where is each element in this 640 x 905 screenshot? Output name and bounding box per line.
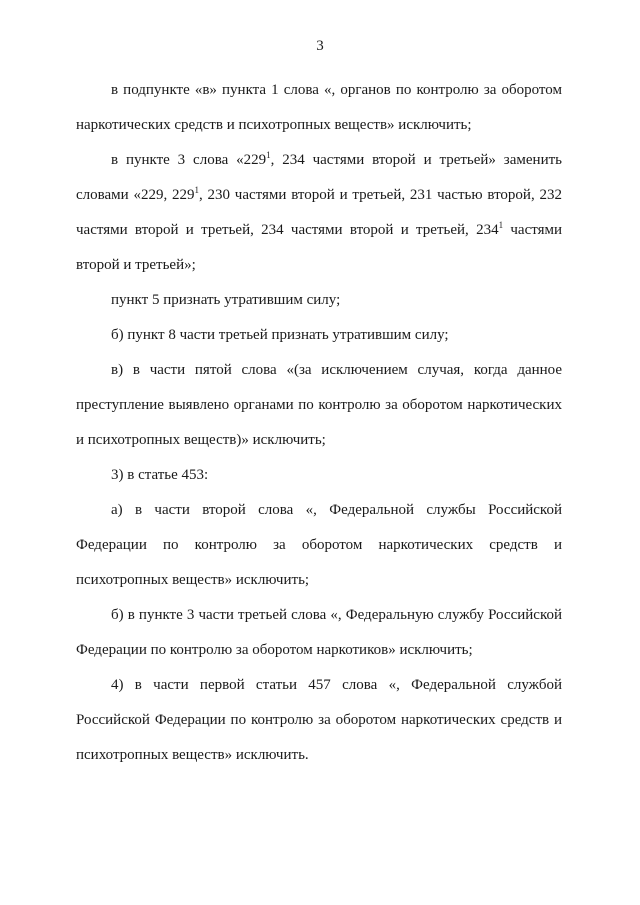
superscript: 1 [194,185,199,195]
paragraph-6: 3) в статье 453: [111,467,209,483]
paragraph-2-text-c: , 230 частями второй и третьей, 231 частью второй, 232 частями второй и третьей, 234 частями второй и третьей, 234 [76,187,562,238]
page-number: 3 [316,38,324,54]
superscript: 1 [498,220,504,230]
paragraph-5: в) в части пятой слова «(за исключением случая, когда данное преступление выявлено органами по контролю за оборотом наркотических и психотропных веществ)» исключить; [76,362,562,448]
paragraph-9: 4) в части первой статьи 457 слова «, Федеральной службой Российской Федерации по контролю за оборотом наркотических средств и психотропных веществ» исключить. [76,677,562,763]
paragraph-2-text-b: , 234 частями второй и третьей» заменить словами «229, 229 [76,152,562,203]
paragraph-2-text-a: в пункте 3 слова «229 [111,152,267,168]
paragraph-3: пункт 5 признать утратившим силу; [111,292,341,308]
paragraph-1: в подпункте «в» пункта 1 слова «, органов по контролю за оборотом наркотических средств и психотропных веществ» исключить; [76,82,562,133]
paragraph-2 [76,143,562,283]
paragraph-4: б) пункт 8 части третьей признать утратившим силу; [111,327,449,343]
document-body [76,73,562,773]
paragraph-7: а) в части второй слова «, Федеральной службы Российской Федерации по контролю за оборотом наркотических средств и психотропных веществ» исключить; [76,502,562,588]
superscript: 1 [266,150,271,160]
paragraph-8: б) в пункте 3 части третьей слова «, Федеральную службу Российской Федерации по контролю за оборотом наркотиков» исключить; [76,607,562,658]
paragraph-2-text-d: частями второй и третьей»; [76,222,563,273]
